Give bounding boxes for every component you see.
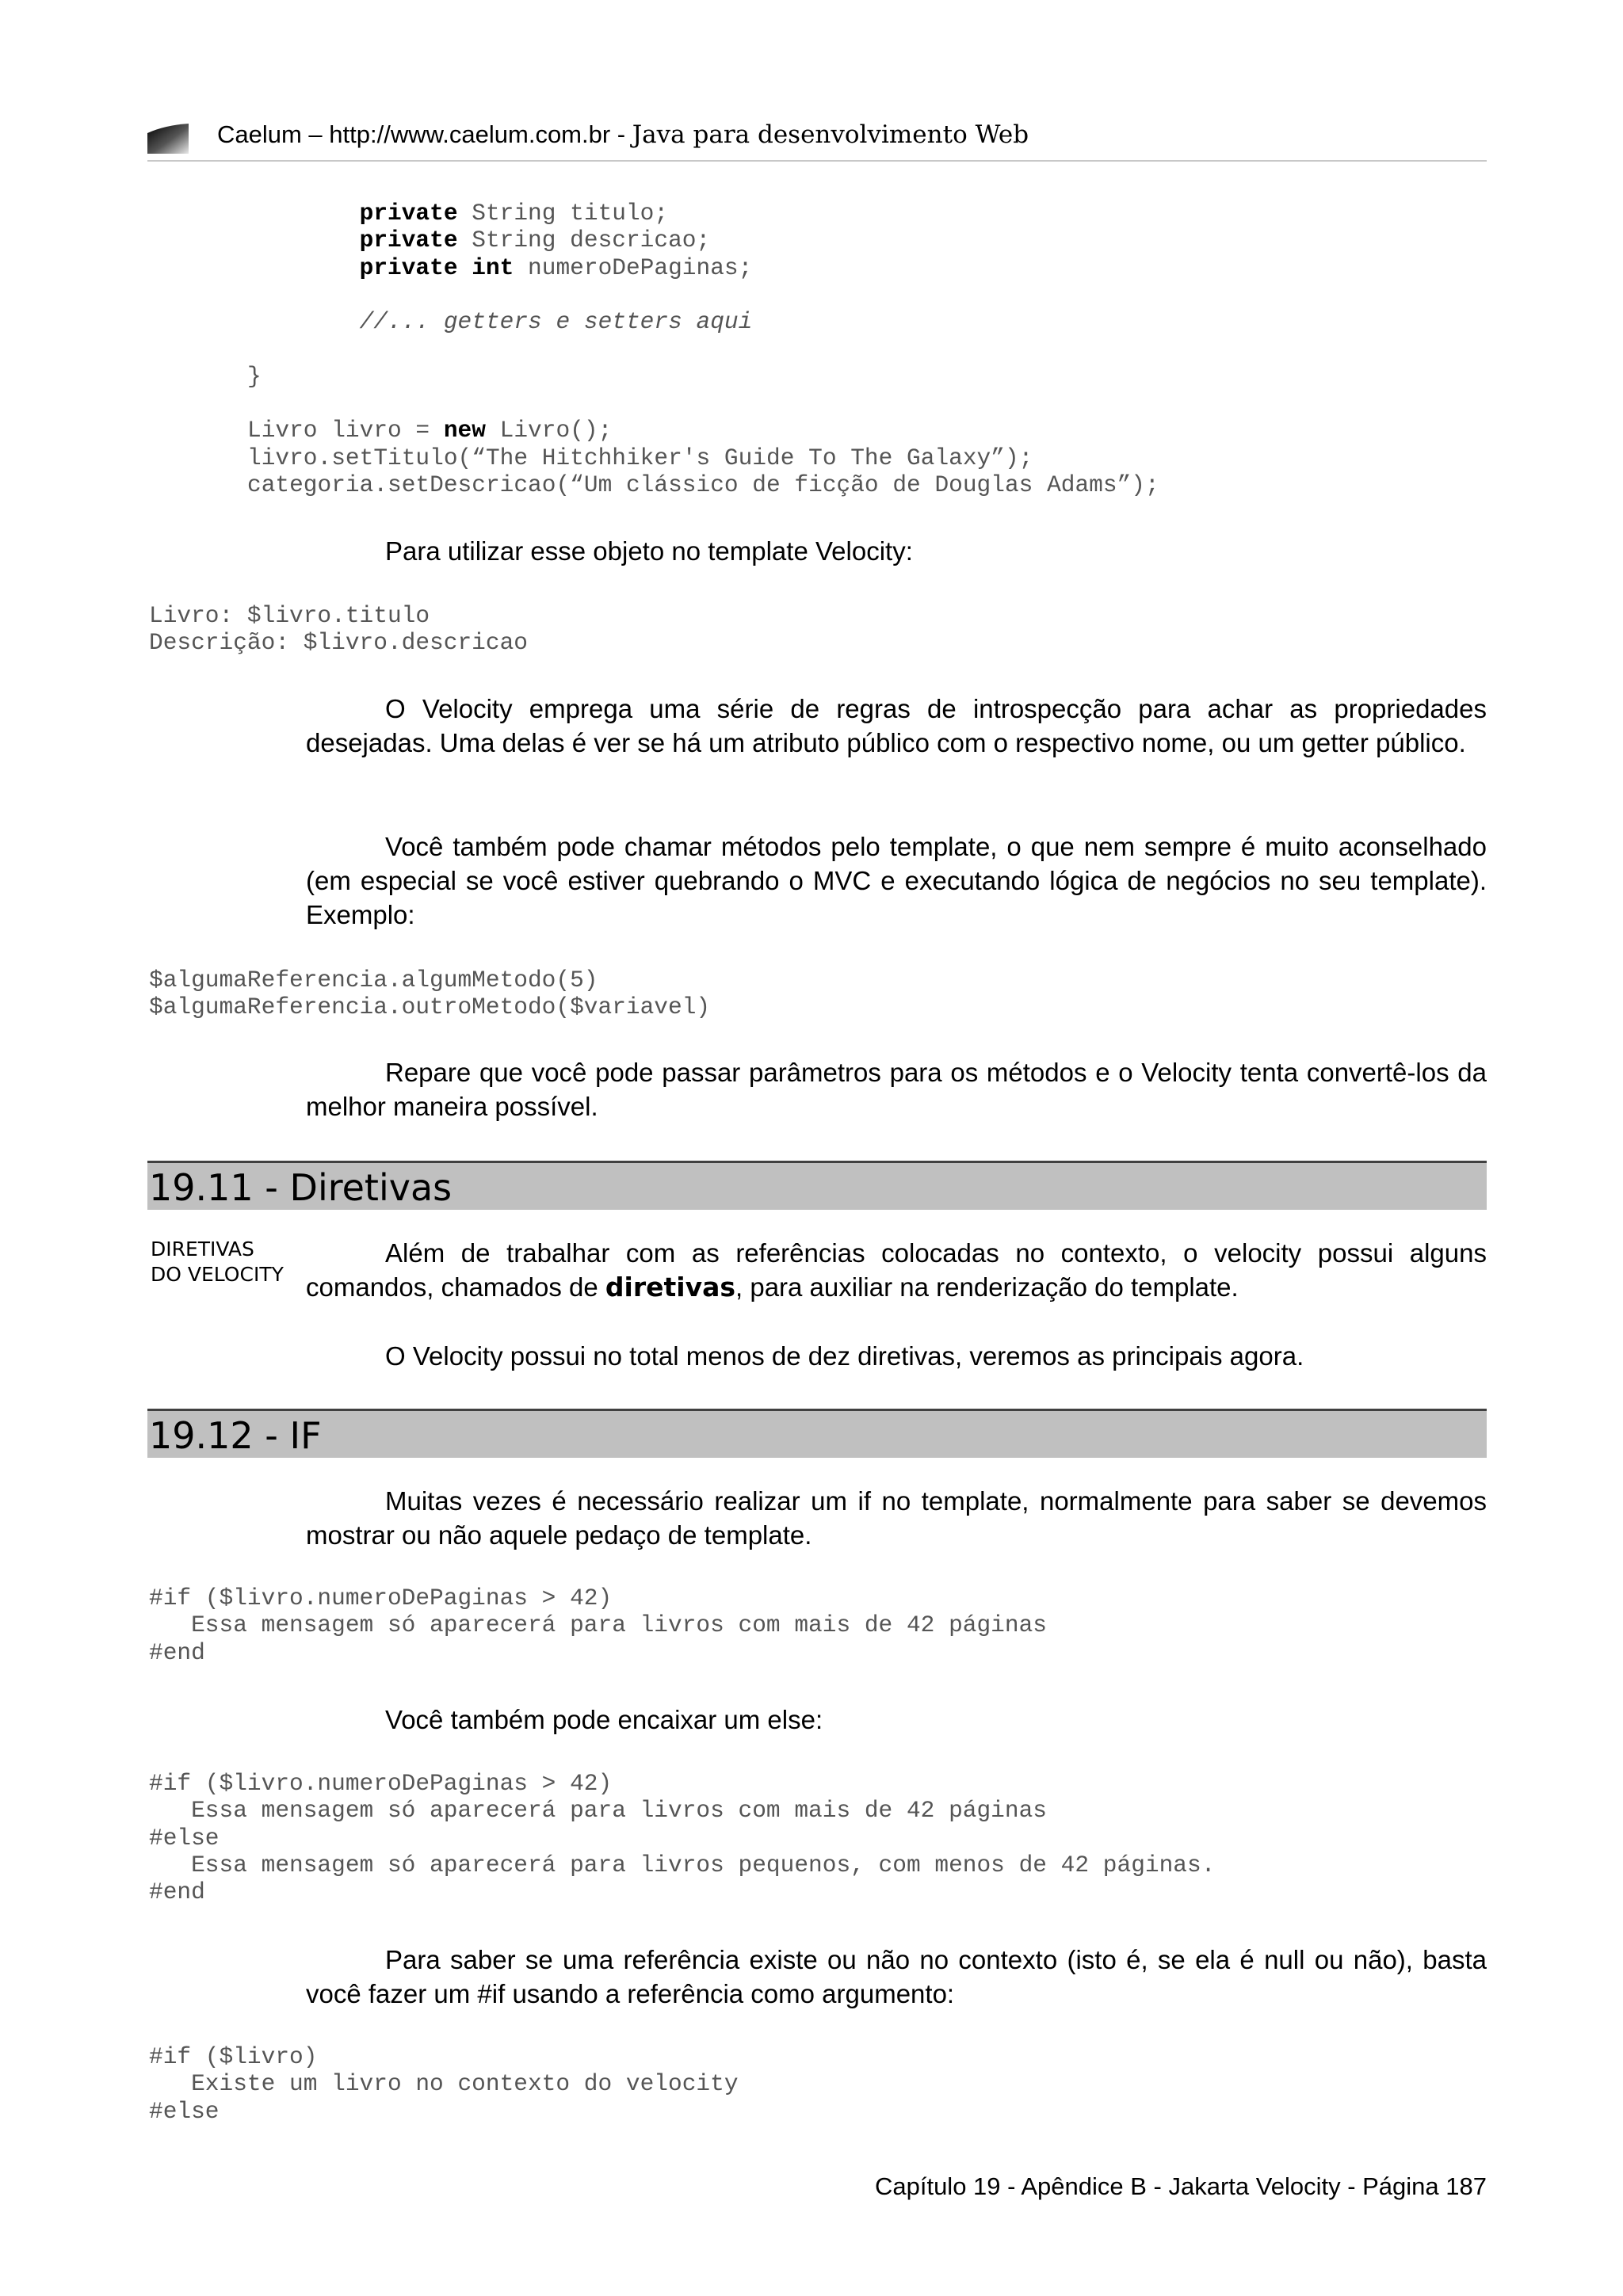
code-line	[247, 335, 1159, 362]
code-line: #end	[149, 1638, 205, 1666]
header-title	[217, 120, 1029, 149]
code-line: livro.setTitulo(“The Hitchhiker's Guide To The Galaxy”);	[247, 444, 1033, 471]
paragraph-text: O Velocity possui no total menos de dez diretivas, veremos as principais agora.	[385, 1341, 1304, 1371]
code-line: #if ($livro.numeroDePaginas > 42)	[149, 1585, 613, 1611]
section-heading-if	[147, 1409, 1487, 1458]
code-block-if	[149, 1585, 1047, 1666]
code-indent	[247, 227, 360, 254]
code-indent	[247, 200, 360, 227]
paragraph-text: Você também pode encaixar um else:	[385, 1705, 823, 1734]
code-line: #if ($livro)	[149, 2043, 318, 2070]
code-block-if-else	[149, 1770, 1215, 1905]
code-line	[247, 308, 1159, 335]
code-text: Livro livro =	[247, 417, 444, 444]
paragraph-parameters	[306, 1055, 1487, 1123]
header-brand: Caelum – http://www.caelum.com.br -	[217, 120, 632, 148]
code-block-template-usage	[149, 602, 528, 657]
code-line: $algumaReferencia.outroMetodo($variavel)	[149, 994, 711, 1021]
paragraph-text: Para saber se uma referência existe ou não no contexto (isto é, se ela é null ou não), basta você fazer um #if usando a referência como argumento:	[306, 1945, 1487, 2008]
paragraph-introspection	[306, 692, 1487, 760]
code-line: Essa mensagem só aparecerá para livros com mais de 42 páginas	[149, 1611, 1047, 1639]
code-line: Descrição: $livro.descricao	[149, 629, 528, 657]
code-line: categoria.setDescricao(“Um clássico de ficção de Douglas Adams”);	[247, 471, 1159, 498]
code-block-method-calls	[149, 967, 710, 1021]
code-comment: //... getters e setters aqui	[247, 308, 753, 336]
code-line	[247, 390, 1159, 417]
paragraph-text: Você também pode chamar métodos pelo template, o que nem sempre é muito aconselhado (em especial se você estiver quebrando o MVC e executando lógica de negócios no seu template). Exemplo:	[306, 832, 1487, 929]
paragraph-text: O Velocity emprega uma série de regras de introspecção para achar as propriedades desejadas. Uma delas é ver se há um atributo público com o respectivo nome, ou um getter público.	[306, 694, 1487, 757]
page-footer: Capítulo 19 - Apêndice B - Jakarta Velocity - Página 187	[874, 2172, 1487, 2200]
paragraph-text: , para auxiliar na renderização do template.	[735, 1272, 1239, 1302]
code-keyword: private int	[359, 254, 514, 281]
header-subtitle: Java para desenvolvimento Web	[632, 120, 1029, 149]
code-line: Essa mensagem só aparecerá para livros com mais de 42 páginas	[149, 1797, 1047, 1825]
paragraph-if-intro	[306, 1484, 1487, 1552]
code-line: Livro: $livro.titulo	[149, 602, 430, 629]
paragraph-text: Muitas vezes é necessário realizar um if no template, normalmente para saber se devemos mostrar ou não aquele pedaço de template.	[306, 1486, 1487, 1550]
code-line	[247, 254, 1159, 281]
paragraph-null-check	[306, 1943, 1487, 2011]
code-line: #if ($livro.numeroDePaginas > 42)	[149, 1770, 613, 1797]
code-text: numeroDePaginas;	[514, 254, 753, 281]
code-text: String titulo;	[457, 200, 669, 227]
section-title: 19.12 - IF	[149, 1414, 322, 1457]
paragraph-text: Além de trabalhar com as referências colocadas no contexto, o velocity possui alguns comandos, chamados de	[306, 1238, 1487, 1302]
paragraph-methods	[306, 830, 1487, 932]
paragraph-else-intro	[306, 1703, 1487, 1737]
page-header	[147, 119, 1487, 162]
code-line	[247, 200, 1159, 227]
code-line	[247, 417, 1159, 444]
code-line	[247, 227, 1159, 254]
code-line: Essa mensagem só aparecerá para livros pequenos, com menos de 42 páginas.	[149, 1851, 1216, 1878]
code-block-if-reference	[149, 2043, 739, 2125]
bold-term: diretivas	[605, 1272, 735, 1302]
code-line: Existe um livro no contexto do velocity	[149, 2070, 739, 2098]
paragraph-template-intro	[306, 534, 1487, 568]
section-heading-diretivas	[147, 1161, 1487, 1210]
code-block-class-livro	[247, 200, 1159, 498]
code-line: #else	[149, 2097, 220, 2125]
paragraph-text: Repare que você pode passar parâmetros para os métodos e o Velocity tenta convertê-los da melhor maneira possível.	[306, 1058, 1487, 1121]
paragraph-text: Para utilizar esse objeto no template Velocity:	[385, 536, 913, 566]
code-line: #else	[149, 1824, 220, 1852]
paragraph-diretivas	[306, 1236, 1487, 1304]
section-title: 19.11 - Diretivas	[149, 1166, 453, 1209]
margin-note-line: DIRETIVAS	[151, 1238, 254, 1261]
code-text: String descricao;	[457, 227, 711, 254]
code-text: Livro();	[485, 417, 613, 444]
margin-note-line: DO VELOCITY	[151, 1263, 284, 1286]
code-line: }	[247, 362, 262, 390]
code-indent	[247, 254, 360, 281]
code-line: $algumaReferencia.algumMetodo(5)	[149, 967, 598, 994]
paragraph-diretivas-count	[306, 1339, 1487, 1373]
code-keyword: private	[359, 227, 458, 254]
code-line: #end	[149, 1878, 205, 1906]
code-keyword: new	[443, 417, 486, 444]
code-keyword: private	[359, 200, 458, 227]
margin-note	[151, 1237, 284, 1287]
caelum-logo-icon	[147, 124, 189, 154]
code-line	[247, 281, 1159, 308]
